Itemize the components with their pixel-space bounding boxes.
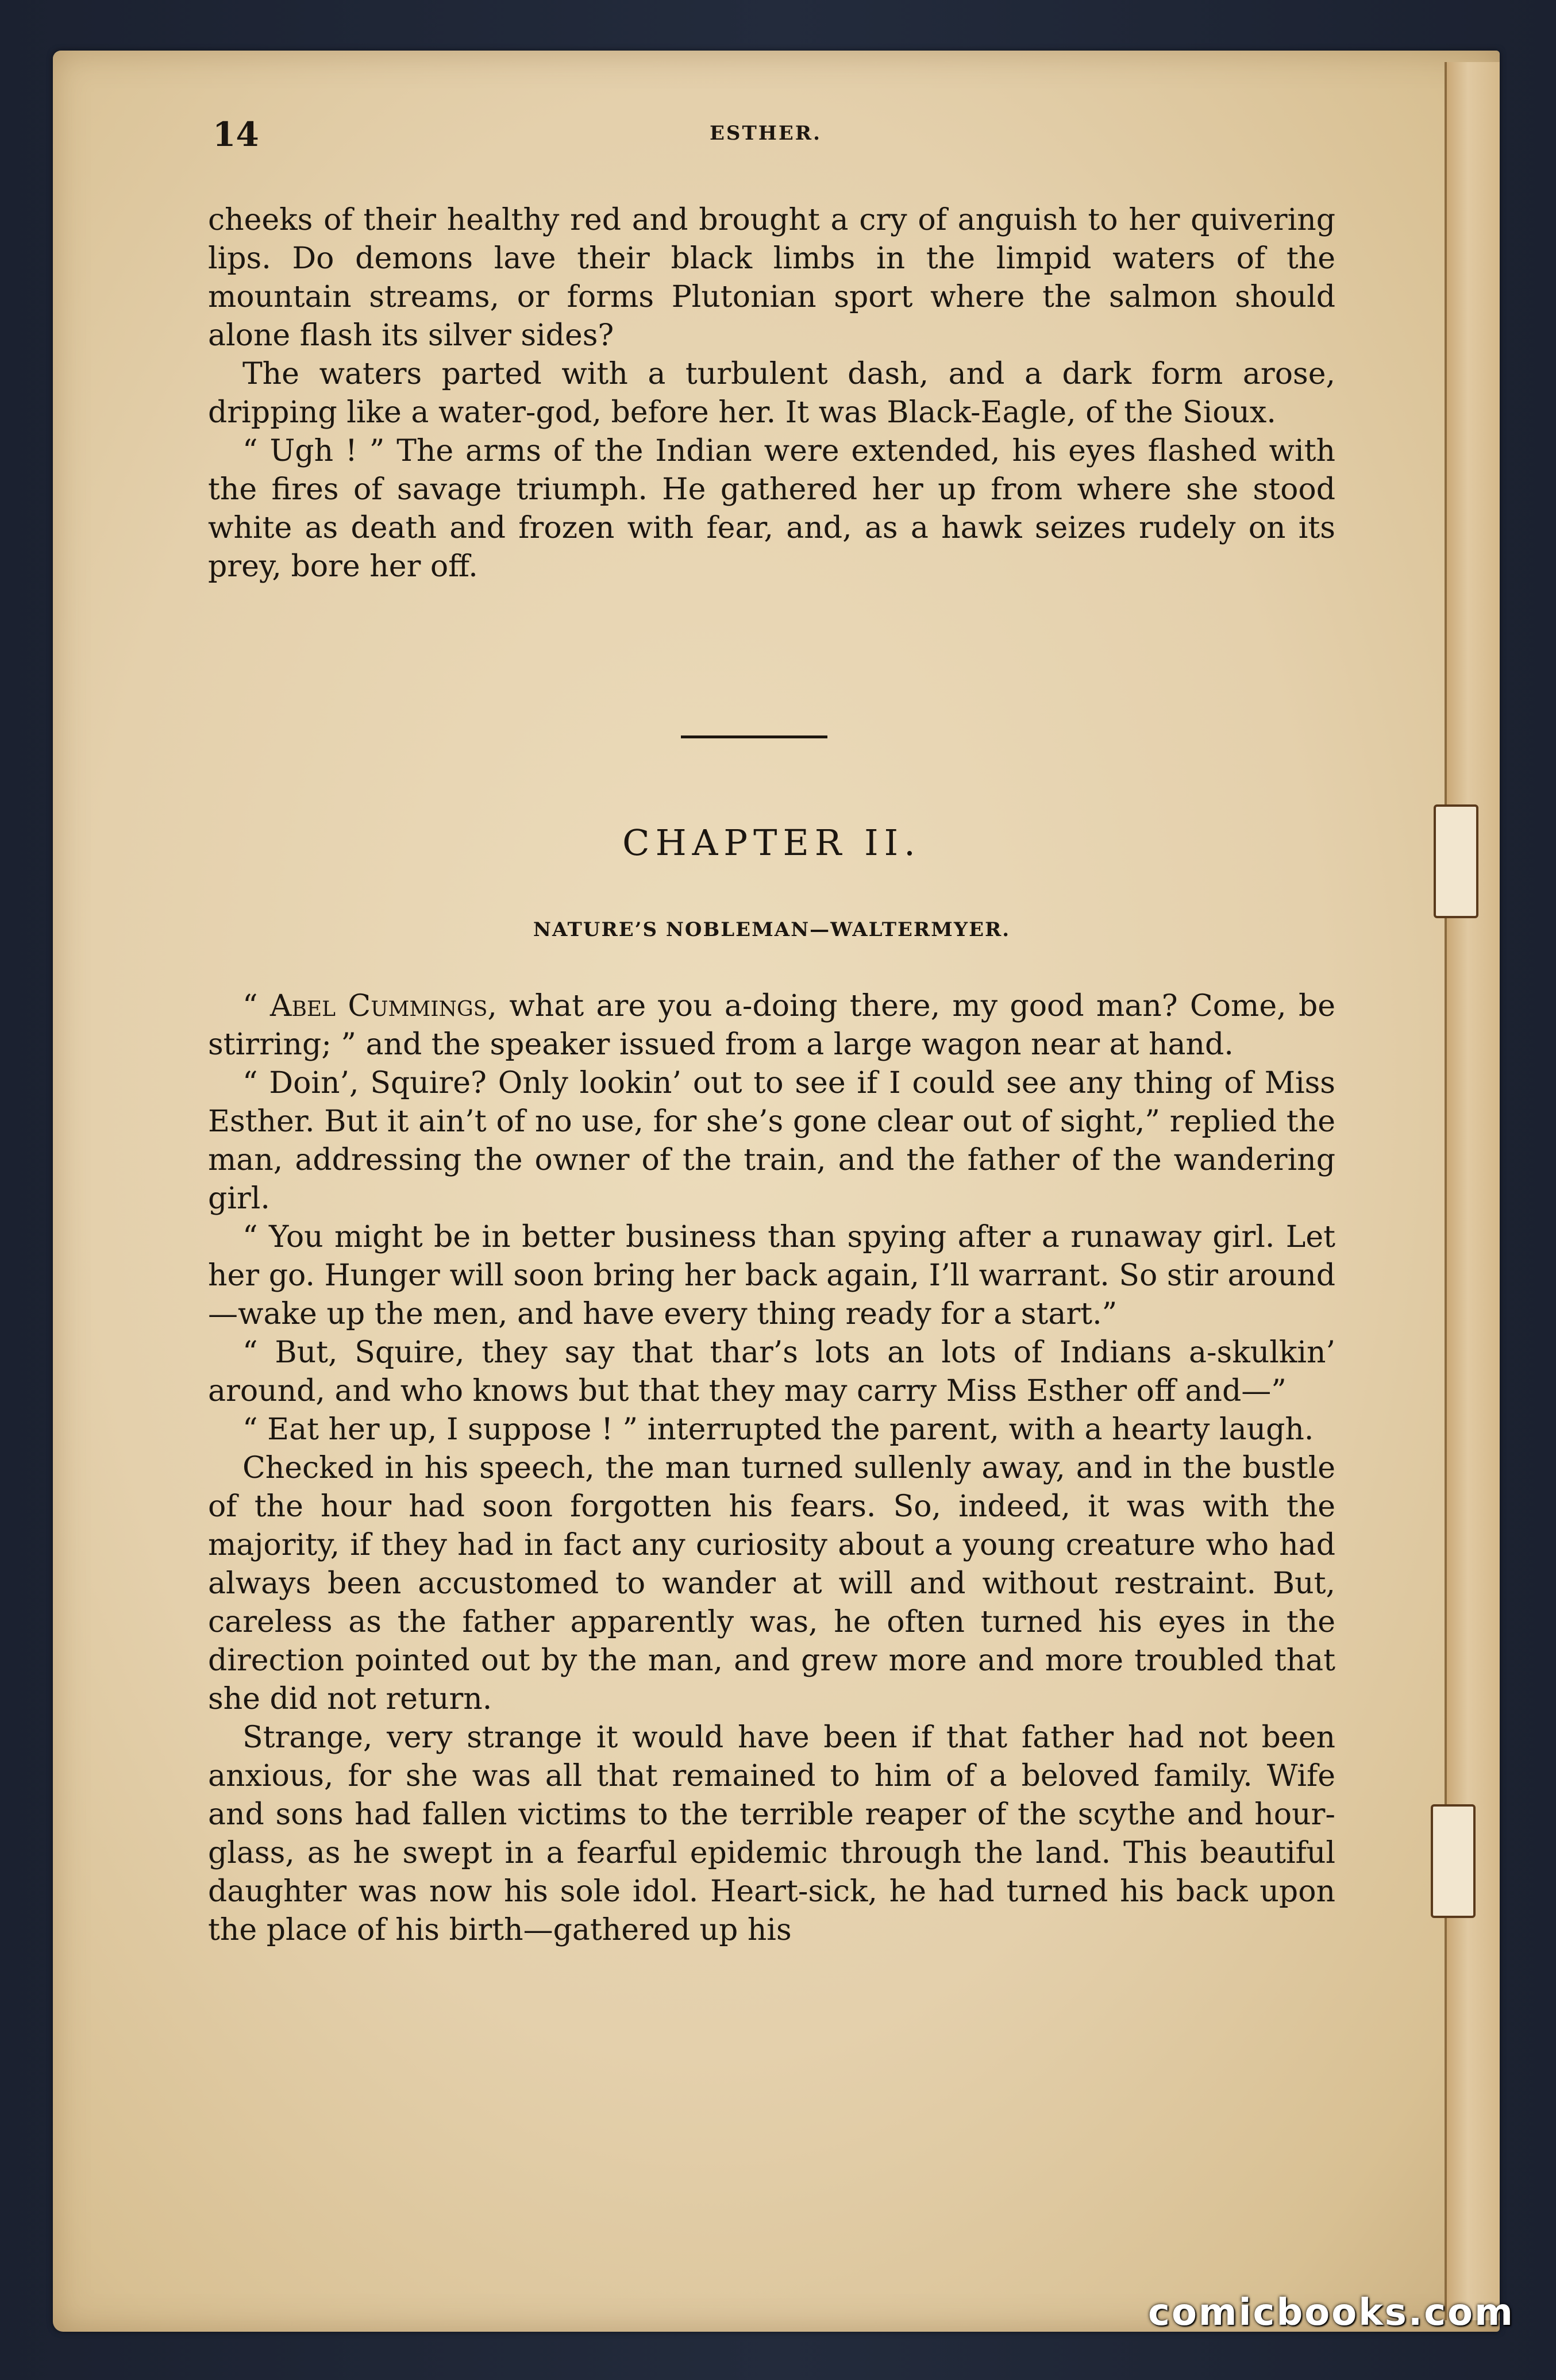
paragraph-text: “ Eat her up, I suppose ! ” interrupted the parent, with a hearty laugh. (242, 1412, 1314, 1447)
paragraph: “ Ugh ! ” The arms of the Indian were extended, his eyes flashed with the fires of savage triumph. He gathered her up from where she stood white as death and frozen with fear, and, as a hawk seizes rudely on its prey, bore her off. (208, 434, 1335, 584)
facing-page-edge (1445, 62, 1500, 2320)
page-number: 14 (213, 115, 259, 154)
section-divider (681, 735, 827, 738)
paragraph-text: “ You might be in better business than spying after a runaway girl. Let her go. Hunger will soon bring her back again, I’ll warrant. So stir around—wake up the men, and have every thing ready for a start.” (208, 1220, 1335, 1331)
paragraph (208, 987, 1335, 1064)
paragraph: The waters parted with a turbulent dash, and a dark form arose, dripping like a water-god, before her. It was Black-Eagle, of the Sioux. (208, 357, 1335, 430)
paragraph-text: what are you a-doing there, my good man? Come, be stirring; ” and the speaker issued from a large wagon near at hand. (208, 989, 1335, 1062)
text-block-continuation (208, 201, 1335, 586)
site-watermark: comicbooks.com (1148, 2292, 1515, 2334)
paragraph (208, 1719, 1335, 1950)
paragraph-text: “ Doin’, Squire? Only lookin’ out to see if I could see any thing of Miss Esther. But it ain’t of no use, for she’s gone clear out of sight,” replied the man, addressing the owner of the train, and the father of the wandering girl. (208, 1066, 1335, 1216)
paragraph (208, 1334, 1335, 1411)
chapter-body (208, 987, 1335, 1950)
binding-tear (1431, 1804, 1476, 1918)
binding-tear (1434, 804, 1478, 918)
paragraph (208, 1064, 1335, 1218)
paragraph (208, 1218, 1335, 1334)
paragraph-text: Checked in his speech, the man turned sullenly away, and in the bustle of the hour had soon forgotten his fears. So, indeed, it was with the majority, if they had in fact any curiosity about a young creature who had always been accustomed to wander at will and without restraint. But, careless as the father apparently was, he often turned his eyes in the direction pointed out by the man, and grew more and more troubled that she did not return. (208, 1451, 1335, 1716)
paragraph (208, 1411, 1335, 1449)
chapter-title: CHAPTER II. (622, 822, 921, 864)
paragraph (208, 1449, 1335, 1719)
paragraph-text: Strange, very strange it would have been if that father had not been anxious, for she was all that remained to him of a beloved family. Wife and sons had fallen victims to the terrible reaper of the scythe and hour-glass, as he swept in a fearful epidemic through the land. This beautiful daughter was now his sole idol. Heart-sick, he had turned his back upon the place of his birth—gathered up his (208, 1720, 1335, 1947)
chapter-subtitle: NATURE’S NOBLEMAN—WALTERMYER. (533, 918, 1011, 941)
paragraph-lead: “ Abel Cummings, (242, 989, 497, 1023)
paragraph: cheeks of their healthy red and brought a cry of anguish to her quivering lips. Do demons lave their black limbs in the limpid waters of the mountain streams, or forms Plutonian sport where the salmon should alone flash its silver sides? (208, 203, 1335, 353)
running-head: ESTHER. (710, 122, 822, 145)
paragraph-text: “ But, Squire, they say that thar’s lots an lots of Indians a-skulkin’ around, and who knows but that they may carry Miss Esther off and—” (208, 1335, 1335, 1408)
